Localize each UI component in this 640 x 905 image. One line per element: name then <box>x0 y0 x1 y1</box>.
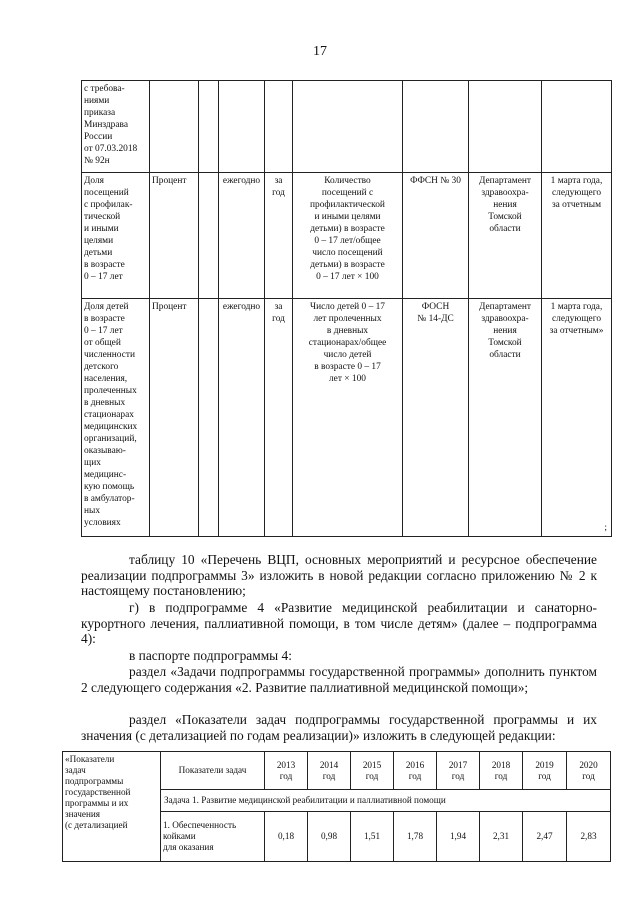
year-header: 2016 год <box>394 752 437 790</box>
end-mark: ; <box>604 523 607 533</box>
page-number: 17 <box>313 44 327 59</box>
indicator-cell: Доля посещений с профилак- тической и иными целями детьми в возрасте 0 – 17 лет <box>82 173 150 299</box>
formula-cell <box>293 81 403 173</box>
formula-cell: Число детей 0 – 17 лет пролеченных в дневных стационарах/общее число детей в возрасте 0 – 17 лет × 100 <box>293 299 403 537</box>
deadline-text: 1 марта года, следующего за отчетным» <box>549 302 604 336</box>
indicator-cell: с требова- ниями приказа Минздрава России от 07.03.2018 № 92н <box>82 81 150 173</box>
periodicity-cell: ежегодно <box>219 173 265 299</box>
unit-cell: Процент <box>150 173 199 299</box>
paragraph-table10: таблицу 10 «Перечень ВЦП, основных мероприятий и ресурсное обеспечение реализации подпрограммы 3» изложить в новой редакции согласно приложению № 2 к настоящему постановлению; <box>81 552 597 599</box>
left-header-cell: «Показатели задач подпрограммы государственной программы и их значения (с детализацией <box>63 752 161 862</box>
value-cell: 0,98 <box>308 812 351 862</box>
value-cell: 0,18 <box>265 812 308 862</box>
value-cell: 1,51 <box>351 812 394 862</box>
deadline-cell: 1 марта года, следующего за отчетным <box>542 173 612 299</box>
indicator-label-cell: 1. Обеспеченность койками для оказания <box>161 812 265 862</box>
year-header: 2019 год <box>523 752 567 790</box>
paragraph-subprogram4: г) в подпрограмме 4 «Развитие медицинской реабилитации и санаторно-курортного лечения, паллиативной помощи, в том числе детям» (далее – подпрограмма 4): <box>81 600 597 647</box>
unit-cell: Процент <box>150 299 199 537</box>
table-row <box>82 299 612 537</box>
year-header: 2018 год <box>480 752 523 790</box>
task-cell: Задача 1. Развитие медицинской реабилитации и паллиативной помощи <box>161 790 611 812</box>
periodicity-cell: ежегодно <box>219 299 265 537</box>
deadline-cell <box>542 299 612 537</box>
year-header: 2017 год <box>437 752 480 790</box>
source-cell <box>403 81 469 173</box>
paragraph-indicators: раздел «Показатели задач подпрограммы государственной программы и их значения (с детализацией по годам реализации)» изложить в следующей редакции: <box>81 712 597 743</box>
period-cell: за год <box>265 173 293 299</box>
indicators-header: Показатели задач <box>161 752 265 790</box>
period-cell <box>265 81 293 173</box>
year-header: 2014 год <box>308 752 351 790</box>
paragraph-passport: в паспорте подпрограммы 4: <box>129 648 292 663</box>
table-row <box>82 173 612 299</box>
deadline-cell <box>542 81 612 173</box>
source-cell: ФФСН № 30 <box>403 173 469 299</box>
indicator-cell: Доля детей в возрасте 0 – 17 лет от общей численности детского населения, пролеченных в дневных стационарах медицинских организаций, оказываю- щих медицинс- кую помощь в амбулатор- ных условиях <box>82 299 150 537</box>
unit-cell <box>150 81 199 173</box>
value-cell: 2,31 <box>480 812 523 862</box>
subprogram-indicators-table <box>62 751 611 862</box>
formula-cell: Количество посещений с профилактической и иными целями детьми) в возрасте 0 – 17 лет/общее число посещений детьми) в возрасте 0 – 17 лет × 100 <box>293 173 403 299</box>
value-cell: 1,94 <box>437 812 480 862</box>
paragraph-tasks: раздел «Задачи подпрограммы государственной программы» дополнить пунктом 2 следующего содержания «2. Развитие паллиативной медицинской помощи»; <box>81 664 597 695</box>
table-row <box>82 81 612 173</box>
indicators-methodology-table <box>81 80 612 537</box>
year-header: 2020 год <box>567 752 611 790</box>
responsible-cell: Департамент здравоохра- нения Томской области <box>469 299 542 537</box>
year-header: 2015 год <box>351 752 394 790</box>
value-cell: 2,83 <box>567 812 611 862</box>
year-header: 2013 год <box>265 752 308 790</box>
empty-cell <box>199 173 219 299</box>
periodicity-cell <box>219 81 265 173</box>
responsible-cell <box>469 81 542 173</box>
source-cell: ФОСН № 14-ДС <box>403 299 469 537</box>
period-cell: за год <box>265 299 293 537</box>
responsible-cell: Департамент здравоохра- нения Томской области <box>469 173 542 299</box>
value-cell: 2,47 <box>523 812 567 862</box>
table-header-row <box>63 752 611 790</box>
empty-cell <box>199 299 219 537</box>
value-cell: 1,78 <box>394 812 437 862</box>
empty-cell <box>199 81 219 173</box>
